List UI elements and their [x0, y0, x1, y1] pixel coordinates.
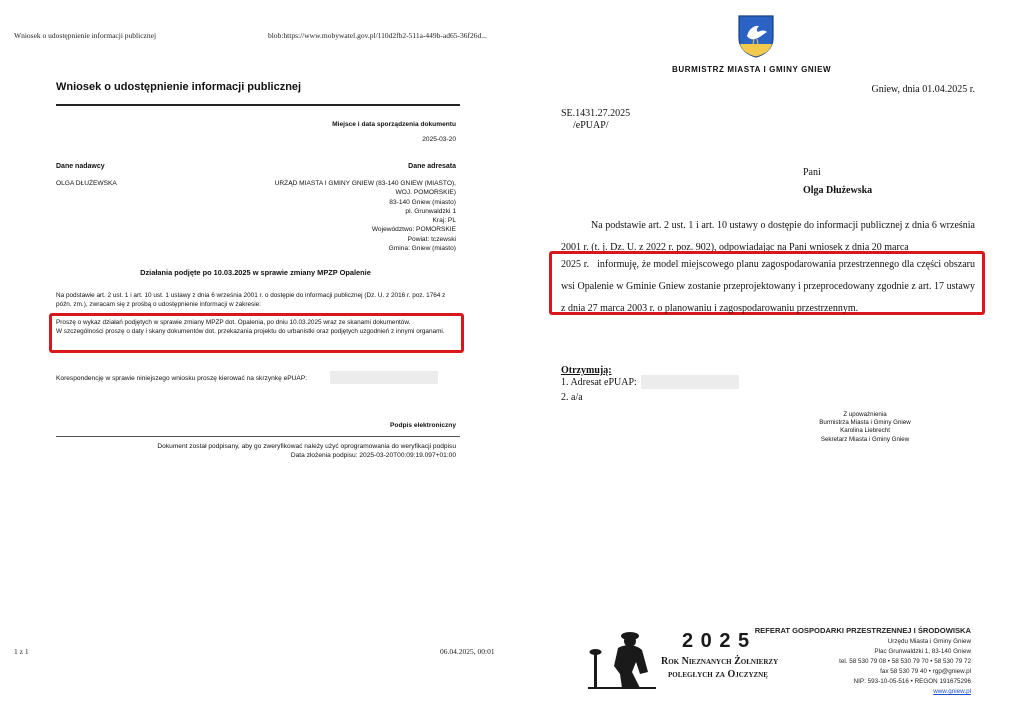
redacted-recipient-epuap	[641, 375, 739, 389]
gniew-crest-icon	[737, 14, 775, 58]
letter-body-intro: Na podstawie art. 2 ust. 1 i art. 10 ustawy o dostępie do informacji publicznej z dnia 6 września 2001 r. (t. j. Dz. U. z 2022 r. poz. 902), odpowiadając na Pani wniosek z dnia 20 marca	[561, 220, 975, 253]
title-divider	[56, 104, 460, 106]
letter-place-date: Gniew, dnia 01.04.2025 r.	[871, 84, 975, 95]
footer-year: 2 0 2 5	[682, 630, 751, 652]
recipient-line: URZĄD MIASTA I GMINY GNIEW (83-140 GNIEW (MIASTO),	[274, 180, 456, 187]
correspondence-text: Korespondencję w sprawie niniejszego wniosku proszę kierować na skrzynkę ePUAP:	[56, 375, 308, 382]
place-date-label: Miejsce i data sporządzenia dokumentu	[332, 121, 456, 128]
request-line: Proszę o wykaz działań podjętych w sprawie zmiany MPZP dot. Opalenia, po dniu 10.03.2025 wraz ze skanami dokumentów.	[56, 319, 411, 326]
browser-url: blob:https://www.mobywatel.gov.pl/110d2fb2-511a-449b-ad65-36f26d...	[268, 31, 487, 40]
soldier-silhouette-icon	[586, 622, 658, 692]
footer-motto-line1: Rok Nieznanych Żołnierzy	[661, 656, 779, 667]
recipient-line: Kraj: PL	[432, 217, 456, 225]
request-subject: Działania podjęte po 10.03.2025 w sprawie zmiany MPZP Opalenie	[140, 268, 371, 277]
contact-line: Plac Grunwaldzki 1, 83-140 Gniew	[874, 648, 971, 655]
request-title: Wniosek o udostępnienie informacji publicznej	[56, 81, 302, 93]
request-line: W szczególności proszę o daty i skany dokumentów dot. przekazania projektu do urbanistki oraz podjętych uzgodnień z innymi organami.	[56, 327, 445, 335]
department-contact	[751, 637, 971, 697]
signature-date: Data złożenia podpisu: 2025-03-20T00:09:19.097+01:00	[290, 452, 456, 459]
case-number: SE.1431.27.2025	[561, 108, 631, 119]
sender-name: OLGA DŁUŻEWSKA	[56, 180, 117, 187]
signature-line: Z upoważnienia	[843, 411, 887, 418]
request-intro: Na podstawie art. 2 ust. 1 i art. 10 ust. 1 ustawy z dnia 6 września 2001 r. o dostępie do informacji publicznej (Dz. U. z 2016 r. poz. 1764 z późn. zm.), zwracam się z prośbą o udostępnienie informacji w zakresie:	[56, 292, 446, 308]
print-timestamp: 06.04.2025, 00:01	[440, 647, 495, 656]
recipient-line: 83-140 Gniew (miasto)	[389, 198, 456, 206]
recipient-line: WOJ. POMORSKIE)	[395, 189, 456, 197]
addressee-name: Olga Dłużewska	[803, 185, 873, 196]
request-date: 2025-03-20	[422, 136, 456, 143]
contact-line: fax 58 530 79 40 • rgp@gniew.pl	[880, 668, 971, 675]
request-content	[56, 319, 458, 337]
recipient-item: 2. a/a	[561, 392, 583, 403]
recipient-item: 1. Adresat ePUAP:	[561, 377, 637, 388]
page-counter: 1 z 1	[14, 647, 29, 656]
website-link[interactable]: www.gniew.pl	[933, 688, 971, 695]
contact-line: Urzędu Miasta i Gminy Gniew	[887, 638, 971, 645]
authority-name: BURMISTRZ MIASTA I GMINY GNIEW	[672, 65, 832, 74]
recipient-line: pl. Grunwaldzki 1	[405, 207, 456, 215]
letter-body-highlight: 2025 r. informuję, że model miejscowego planu zagospodarowania przestrzennego dla części obszaru wsi Opalenie w Gminie Gniew zostanie przeprojektowany i przeprocedowany zgodnie z art. 17 ustawy z dnia 27 marca 2003 r. o planowaniu i zagospodarowaniu przestrzennym.	[561, 259, 978, 314]
recipient-line: Województwo: POMORSKIE	[371, 226, 456, 234]
footer-motto-line2: poległych za Ojczyznę	[668, 669, 768, 680]
signature-divider	[56, 436, 460, 437]
recipient-line: Gmina: Gniew (miasto)	[388, 245, 456, 253]
recipient-line: Powiat: tczewski	[407, 235, 456, 243]
signature-line: Burmistrza Miasta i Gminy Gniew	[819, 419, 911, 427]
signature-line: Sekretarz Miasta i Gminy Gniew	[820, 435, 910, 443]
contact-line: NIP: 593-10-05-516 • REGON 191675296	[853, 678, 971, 685]
recipients-label: Otrzymują:	[561, 365, 612, 376]
recipient-address	[196, 179, 456, 253]
signature-label: Podpis elektroniczny	[390, 422, 456, 429]
recipient-label: Dane adresata	[408, 163, 456, 170]
browser-page-title: Wniosek o udostępnienie informacji publicznej	[14, 31, 157, 40]
delivery-channel: /ePUAP/	[573, 120, 609, 131]
department-title: REFERAT GOSPODARKI PRZESTRZENNEJ I ŚRODOWISKA	[754, 626, 971, 635]
signature-note: Dokument został podpisany, aby go zweryfikować należy użyć oprogramowania do weryfikacji podpisu	[157, 443, 456, 450]
signature-line: Karolina Liebrecht	[840, 427, 890, 435]
sender-label: Dane nadawcy	[56, 163, 105, 170]
contact-line: tel. 58 530 79 08 • 58 530 79 70 • 58 530 79 72	[839, 658, 971, 665]
redacted-epuap-address	[330, 371, 438, 384]
salutation: Pani	[803, 167, 821, 178]
official-signature	[790, 411, 940, 444]
